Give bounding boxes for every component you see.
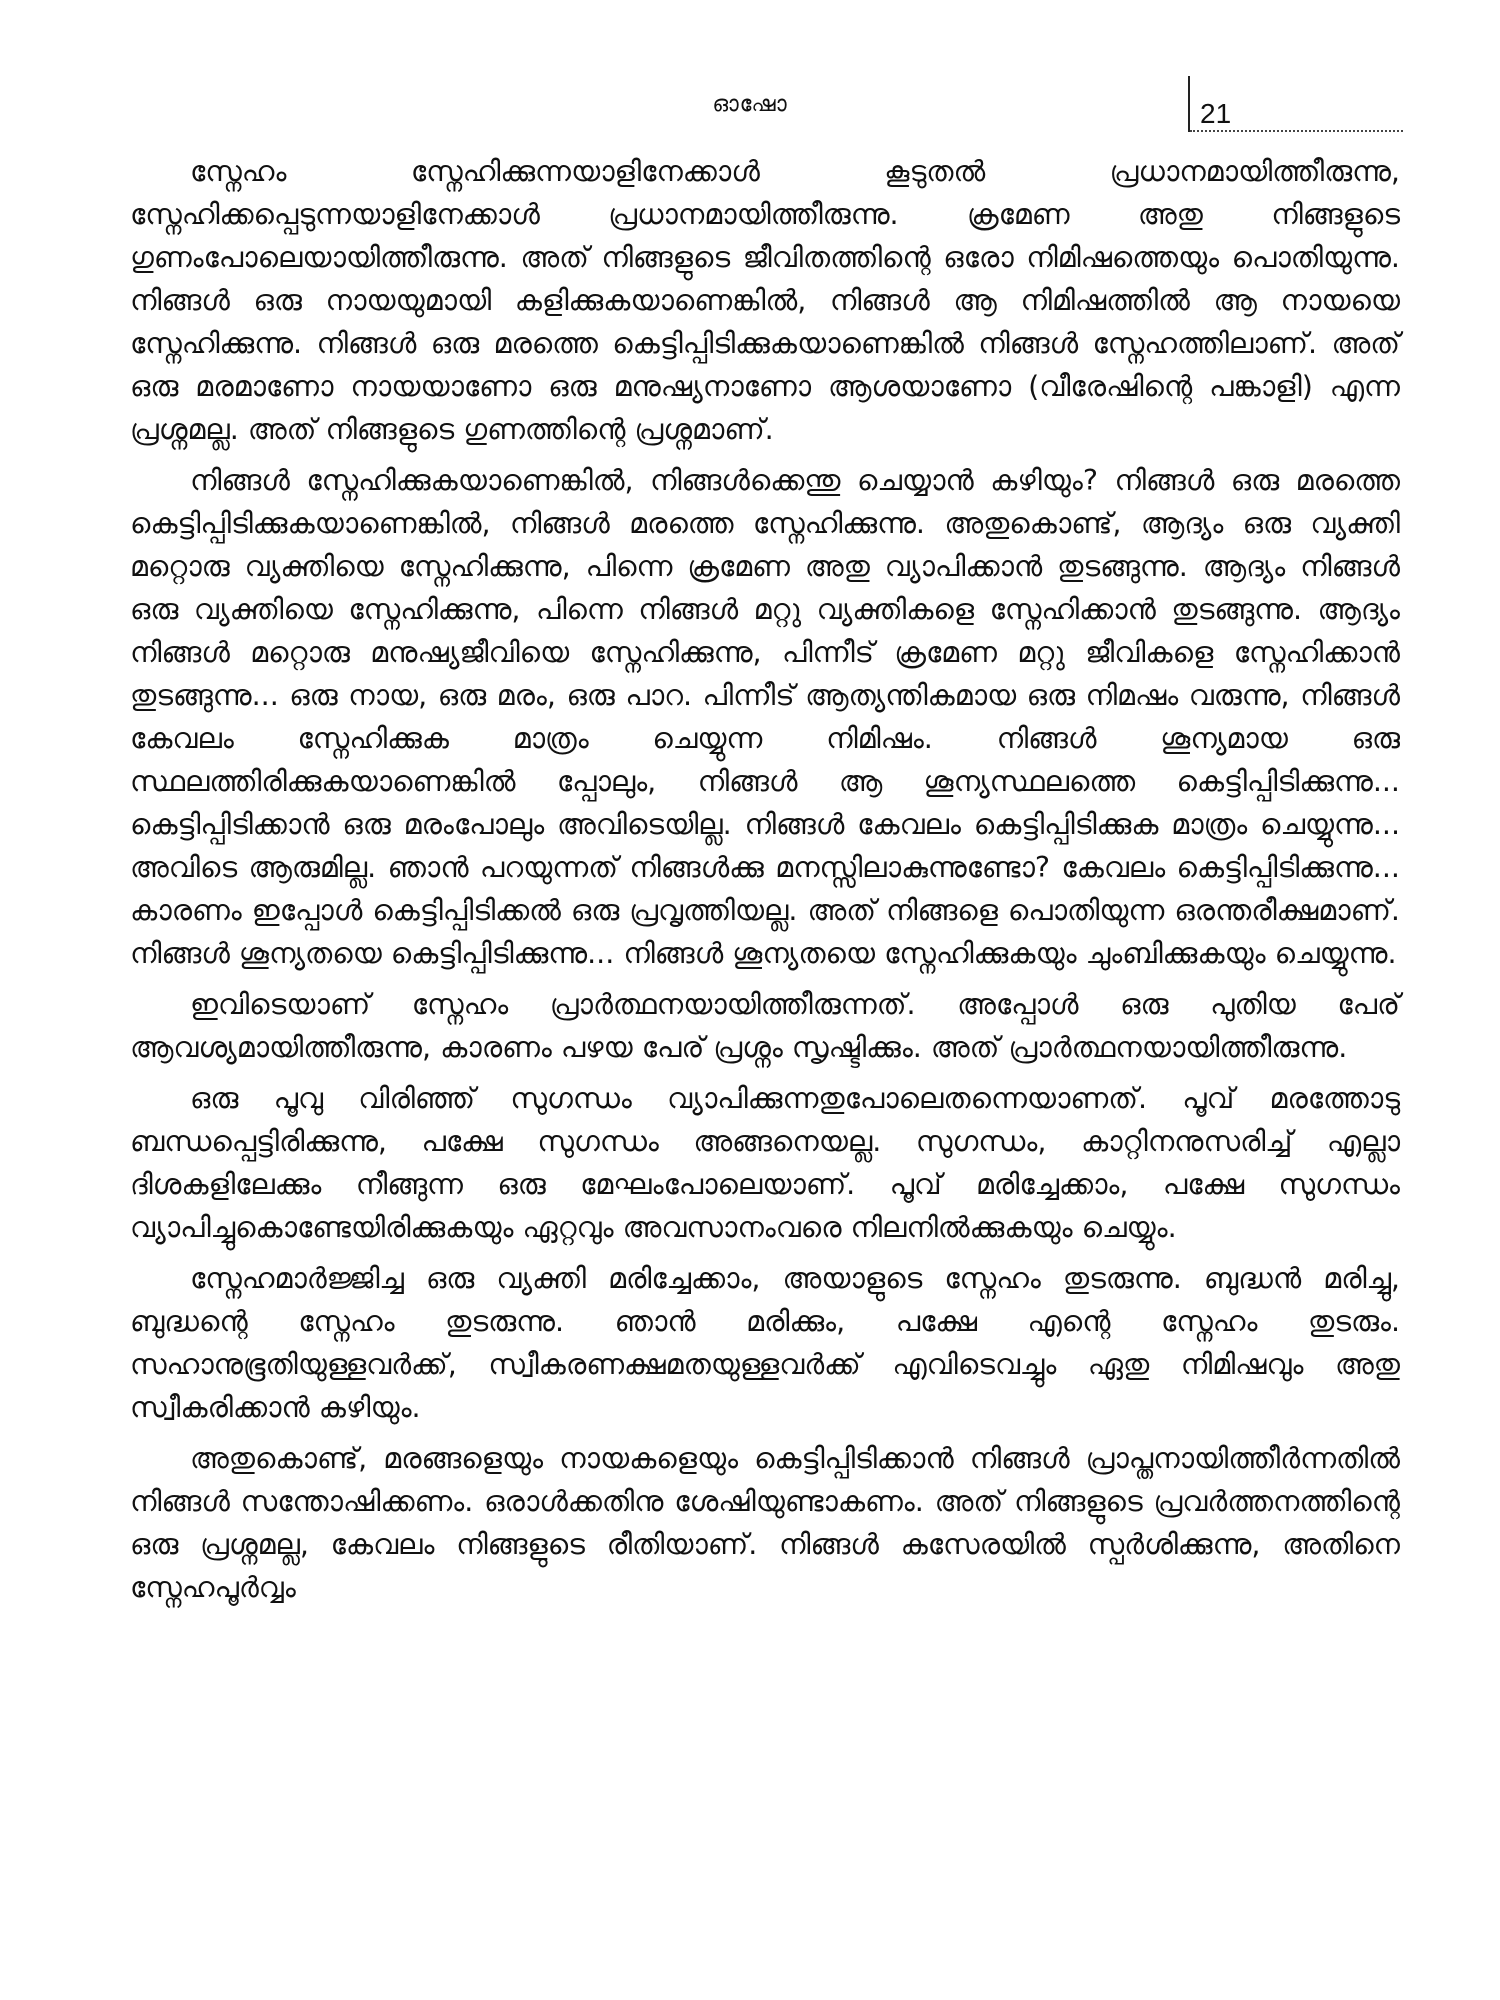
page-number: 21 <box>1200 98 1232 129</box>
paragraph: ഒരു പൂവു വിരിഞ്ഞ് സുഗന്ധം വ്യാപിക്കുന്നതുപോലെതന്നെയാണത്. പൂവ് മരത്തോടു ബന്ധപ്പെട്ടിരിക്കുന്നു, പക്ഷേ സുഗന്ധം അങ്ങനെയല്ല. സുഗന്ധം, കാറ്റിനനുസരിച്ച് എല്ലാ ദിശകളിലേക്കും നീങ്ങുന്ന ഒരു മേഘംപോലെയാണ്. പൂവ് മരിച്ചേക്കാം, പക്ഷേ സുഗന്ധം വ്യാപിച്ചുകൊണ്ടേയിരിക്കുകയും ഏറ്റവും അവസാനംവരെ നിലനിൽക്കുകയും ചെയ്യും. <box>130 1082 1400 1244</box>
header-dotted-rule <box>1190 130 1403 132</box>
paragraph: നിങ്ങൾ സ്നേഹിക്കുകയാണെങ്കിൽ, നിങ്ങൾക്കെന്തു ചെയ്യാൻ കഴിയും? നിങ്ങൾ ഒരു മരത്തെ കെട്ടിപ്പിടിക്കുകയാണെങ്കിൽ, നിങ്ങൾ മരത്തെ സ്നേഹിക്കുന്നു. അതുകൊണ്ട്, ആദ്യം ഒരു വ്യക്തി മറ്റൊരു വ്യക്തിയെ സ്നേഹിക്കുന്നു, പിന്നെ ക്രമേണ അതു വ്യാപിക്കാൻ തുടങ്ങുന്നു. ആദ്യം നിങ്ങൾ ഒരു വ്യക്തിയെ സ്നേഹിക്കുന്നു, പിന്നെ നിങ്ങൾ മറ്റു വ്യക്തികളെ സ്നേഹിക്കാൻ തുടങ്ങുന്നു. ആദ്യം നിങ്ങൾ മറ്റൊരു മനുഷ്യജീവിയെ സ്നേഹിക്കുന്നു, പിന്നീട് ക്രമേണ മറ്റു ജീവികളെ സ്നേഹിക്കാൻ തുടങ്ങുന്നു... ഒരു നായ, ഒരു മരം, ഒരു പാറ. പിന്നീട് ആത്യന്തികമായ ഒരു നിമഷം വരുന്നു, നിങ്ങൾ കേവലം സ്നേഹിക്കുക മാത്രം ചെയ്യുന്ന നിമിഷം. നിങ്ങൾ ശൂന്യമായ ഒരു സ്ഥലത്തിരിക്കുകയാണെങ്കിൽ പ്പോലും, നിങ്ങൾ ആ ശൂന്യസ്ഥലത്തെ കെട്ടിപ്പിടിക്കുന്നു... കെട്ടിപ്പിടിക്കാൻ ഒരു മരംപോലും അവിടെയില്ല. നിങ്ങൾ കേവലം കെട്ടിപ്പിടിക്കുക മാത്രം ചെയ്യുന്നു... അവിടെ ആരുമില്ല. ഞാൻ പറയുന്നത് നിങ്ങൾക്കു മനസ്സിലാകുന്നുണ്ടോ? കേവലം കെട്ടിപ്പിടിക്കുന്നു... കാരണം ഇപ്പോൾ കെട്ടിപ്പിടിക്കൽ ഒരു പ്രവൃത്തിയല്ല. അത് നിങ്ങളെ പൊതിയുന്ന ഒരന്തരീക്ഷമാണ്. നിങ്ങൾ ശൂന്യതയെ കെട്ടിപ്പിടിക്കുന്നു... നിങ്ങൾ ശൂന്യതയെ സ്നേഹിക്കുകയും ചുംബിക്കുകയും ചെയ്യുന്നു. <box>130 464 1400 970</box>
running-title: ഓഷോ <box>712 92 788 117</box>
body-text <box>130 150 1400 1617</box>
paragraph: ഇവിടെയാണ് സ്നേഹം പ്രാർത്ഥനയായിത്തീരുന്നത്. അപ്പോൾ ഒരു പുതിയ പേര് ആവശ്യമായിത്തീരുന്നു, കാരണം പഴയ പേര് പ്രശ്നം സൃഷ്ടിക്കും. അത് പ്രാർത്ഥനയായിത്തീരുന്നു. <box>130 988 1400 1064</box>
paragraph: അതുകൊണ്ട്, മരങ്ങളെയും നായകളെയും കെട്ടിപ്പിടിക്കാൻ നിങ്ങൾ പ്രാപ്തനായിത്തീർന്നതിൽ നിങ്ങൾ സന്തോഷിക്കണം. ഒരാൾക്കതിനു ശേഷിയുണ്ടാകണം. അത് നിങ്ങളുടെ പ്രവർത്തനത്തിന്റെ ഒരു പ്രശ്നമല്ല, കേവലം നിങ്ങളുടെ രീതിയാണ്. നിങ്ങൾ കസേരയിൽ സ്പർശിക്കുന്നു, അതിനെ സ്നേഹപൂർവ്വം <box>130 1442 1400 1604</box>
paragraph: സ്നേഹമാർജ്ജിച്ച ഒരു വ്യക്തി മരിച്ചേക്കാം, അയാളുടെ സ്നേഹം തുടരുന്നു. ബുദ്ധൻ മരിച്ചു, ബുദ്ധന്റെ സ്നേഹം തുടരുന്നു. ഞാൻ മരിക്കും, പക്ഷേ എന്റെ സ്നേഹം തുടരും. സഹാനുഭൂതിയുള്ളവർക്ക്, സ്വീകരണക്ഷമതയുള്ളവർക്ക് എവിടെവച്ചും ഏതു നിമിഷവും അതു സ്വീകരിക്കാൻ കഴിയും. <box>130 1262 1400 1424</box>
paragraph: സ്നേഹം സ്നേഹിക്കുന്നയാളിനേക്കാൾ കൂടുതൽ പ്രധാനമായിത്തീരുന്നു, സ്നേഹിക്കപ്പെടുന്നയാളിനേക്കാൾ പ്രധാനമായിത്തീരുന്നു. ക്രമേണ അതു നിങ്ങളുടെ ഗുണംപോലെയായിത്തീരുന്നു. അത് നിങ്ങളുടെ ജീവിതത്തിന്റെ ഒരോ നിമിഷത്തെയും പൊതിയുന്നു. നിങ്ങൾ ഒരു നായയുമായി കളിക്കുകയാണെങ്കിൽ, നിങ്ങൾ ആ നിമിഷത്തിൽ ആ നായയെ സ്നേഹിക്കുന്നു. നിങ്ങൾ ഒരു മരത്തെ കെട്ടിപ്പിടിക്കുകയാണെങ്കിൽ നിങ്ങൾ സ്നേഹത്തിലാണ്. അത് ഒരു മരമാണോ നായയാണോ ഒരു മനുഷ്യനാണോ ആശയാണോ (വീരേഷിന്റെ പങ്കാളി) എന്ന പ്രശ്നമല്ല. അത് നിങ്ങളുടെ ഗുണത്തിന്റെ പ്രശ്നമാണ്. <box>130 155 1400 446</box>
page-number-divider <box>1188 76 1190 132</box>
